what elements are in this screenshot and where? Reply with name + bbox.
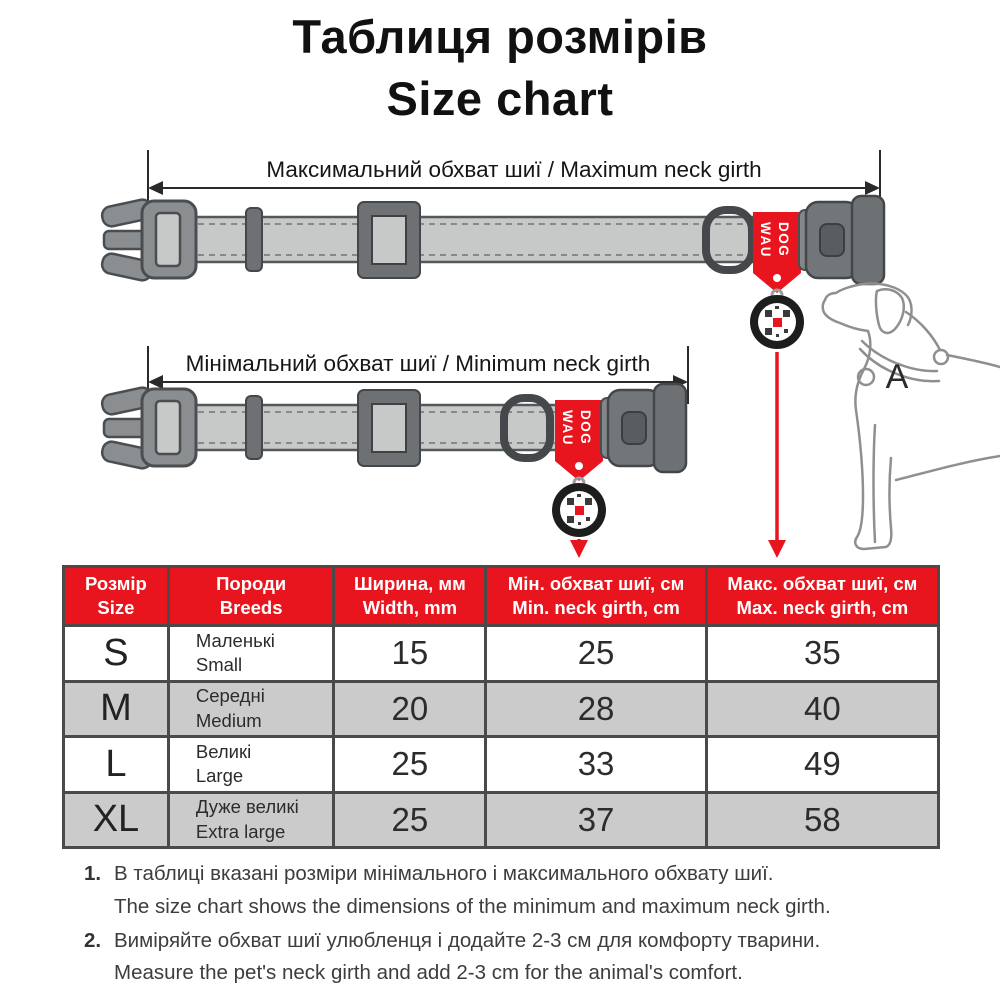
- page-title-en: Size chart: [386, 72, 614, 126]
- waudog-tag: [753, 212, 801, 293]
- buckle-male-icon: [100, 386, 196, 470]
- row-m-size: M: [65, 683, 167, 736]
- note-1-ua: В таблиці вказані розміри мінімального і максимального обхвату шиї.: [114, 862, 774, 885]
- arrow-left-icon: [148, 375, 163, 389]
- col-header-width: Ширина, мм Width, mm: [335, 568, 484, 624]
- qr-tag-icon: [552, 478, 606, 537]
- col-header-size: Розмір Size: [65, 568, 167, 624]
- page-title: [0, 6, 1000, 130]
- col-header-breeds: Породи Breeds: [170, 568, 333, 624]
- qr-tag-icon: [750, 290, 804, 349]
- row-s-size: S: [65, 627, 167, 680]
- neck-marker-label: A: [885, 358, 909, 396]
- row-xl-max-girth: 58: [708, 794, 937, 847]
- waudog-tag: [555, 400, 603, 481]
- max-girth-label: Максимальний обхват шиї / Maximum neck girth: [266, 157, 762, 182]
- note-1: 1. В таблиці вказані розміри мінімального і максимального обхвату шиї. The size chart shows the dimensions of the minimum and maximum neck girth.: [84, 862, 831, 918]
- dog-outline: [823, 283, 1000, 549]
- col-header-min-girth: Мін. обхват шиї, см Min. neck girth, cm: [487, 568, 704, 624]
- collar-min: [100, 384, 686, 558]
- page-title-ua: Таблиця розмірів: [292, 10, 708, 63]
- collar-diagram: [0, 140, 1000, 565]
- tag-text-dog: DOG: [776, 222, 791, 258]
- buckle-female-icon: [799, 196, 884, 284]
- min-column-pointer: [570, 539, 588, 558]
- buckle-male-icon: [100, 198, 196, 282]
- row-m-min-girth: 28: [487, 683, 704, 736]
- row-l-breeds: Великі Large: [170, 738, 333, 791]
- tag-text-wau: WAU: [560, 410, 575, 446]
- row-xl-min-girth: 37: [487, 794, 704, 847]
- note-2: 2. Виміряйте обхват шиї улюбленця і додайте 2-3 см для комфорту тварини. Measure the pet's neck girth and add 2-3 cm for the animal's comfort.: [84, 928, 821, 985]
- tag-text-dog: DOG: [578, 410, 593, 446]
- row-l-width: 25: [335, 738, 484, 791]
- buckle-female-icon: [601, 384, 686, 472]
- col-header-max-girth: Макс. обхват шиї, см Max. neck girth, cm: [708, 568, 937, 624]
- row-xl-breeds: Дуже великі Extra large: [170, 794, 333, 847]
- row-m-width: 20: [335, 683, 484, 736]
- row-s-min-girth: 25: [487, 627, 704, 680]
- tag-text-wau: WAU: [758, 222, 773, 258]
- row-s-breeds: Маленькі Small: [170, 627, 333, 680]
- row-l-min-girth: 33: [487, 738, 704, 791]
- notes-section: [84, 858, 940, 991]
- note-2-en: Measure the pet's neck girth and add 2-3 cm for the animal's comfort.: [114, 961, 743, 985]
- note-1-en: The size chart shows the dimensions of the minimum and maximum neck girth.: [114, 894, 831, 918]
- row-xl-width: 25: [335, 794, 484, 847]
- row-l-max-girth: 49: [708, 738, 937, 791]
- collar-slider: [358, 202, 420, 278]
- max-column-pointer: [768, 352, 786, 558]
- row-m-max-girth: 40: [708, 683, 937, 736]
- size-table: [62, 565, 940, 849]
- min-girth-label: Мінімальний обхват шиї / Minimum neck girth: [185, 351, 651, 376]
- row-s-width: 15: [335, 627, 484, 680]
- collar-slider: [358, 390, 420, 466]
- row-xl-size: XL: [65, 794, 167, 847]
- row-l-size: L: [65, 738, 167, 791]
- row-s-max-girth: 35: [708, 627, 937, 680]
- arrow-right-icon: [865, 181, 880, 195]
- collar-keeper: [246, 208, 262, 271]
- collar-keeper: [246, 396, 262, 459]
- arrow-left-icon: [148, 181, 163, 195]
- note-2-ua: Виміряйте обхват шиї улюбленця і додайте 2-3 см для комфорту тварини.: [114, 928, 821, 952]
- collar-max: [100, 196, 884, 558]
- row-m-breeds: Середні Medium: [170, 683, 333, 736]
